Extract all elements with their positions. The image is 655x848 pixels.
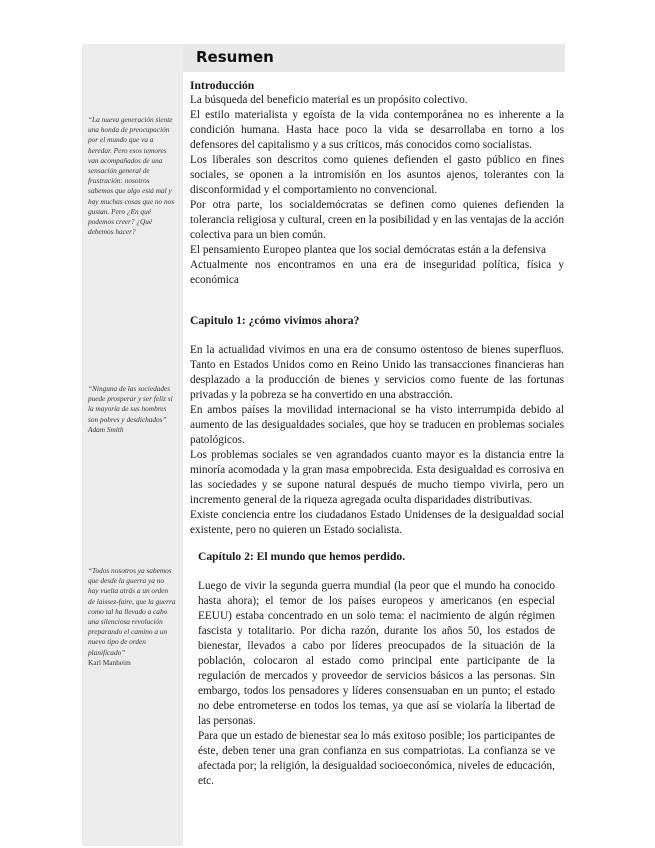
- paragraph: El estilo materialista y egoísta de la vida contemporánea no es inherente a la condición humana. Hasta hace poco la vida se desarrollaba en torno a los defensores del capitalismo y a sus críticos, más conocidos como socialistas.: [190, 109, 564, 151]
- paragraph: Luego de vivir la segunda guerra mundial (la peor que el mundo ha conocido hasta ahora); el temor de los países europeos y americanos (en especial EEUU) estaba concentrado en un solo tema: el nacimiento de algún régimen fascista y totalitario. Por dicha razón, durante los años 50, los estados de bienestar, llevados a cabo por líderes preocupados de la situación de la población, colocaron al estado como principal ente participante de la regulación de mercados y proveedor de servicios básicos a las personas. Sin embargo, todos los pensadores y líderes consensuaban en un punto; el estado no debe entrometerse en todos los temas, ya que así se violaría la libertad de las personas.: [198, 580, 555, 727]
- paragraph: En la actualidad vivimos en una era de consumo ostentoso de bienes superfluos. Tanto en Estados Unidos como en Reino Unido las transacciones financieras han desplazado a la producción de bienes y servicios como fuente de las fortunas privadas y la pobreza se ha convertido en una abstracción.: [190, 344, 564, 401]
- paragraph: Por otra parte, los socialdemócratas se definen como quienes defienden la tolerancia religiosa y cultural, creen en la posibilidad y en las ventajas de la acción colectiva para un bien común.: [190, 199, 564, 241]
- paragraph: Para que un estado de bienestar sea lo más exitoso posible; los participantes de éste, deben tener una gran confianza en sus compatriotas. La confianza se ve afectada por; la religión, la desigualdad socioeconómica, niveles de educación, etc.: [198, 730, 555, 787]
- sidebar-quote: [88, 115, 176, 237]
- paragraph: Existe conciencia entre los ciudadanos Estado Unidenses de la desigualdad social existente, pero no quieren un Estado socialista.: [190, 509, 564, 536]
- paragraph: El pensamiento Europeo plantea que los social demócratas están a la defensiva: [190, 244, 547, 256]
- chapter2-heading: Capítulo 2: El mundo que hemos perdido.: [198, 550, 406, 563]
- sidebar-quote-text: “La nueva generación siente una honda de preocupación por el mundo que va a heredar. Pero esos temores van acompañados de una sensación general de frustración: nosotros sabemos que algo está mal y hay muchas cosas que no nos gustan. Pero ¿En qué podemos creer? ¿Qué debemos hacer?: [88, 115, 175, 237]
- sidebar-quote-attribution: Karl Manheim: [88, 657, 131, 667]
- intro-heading: Introducción: [190, 79, 255, 92]
- paragraph: En ambos países la movilidad internacional se ha visto interrumpida debido al aumento de las desigualdades sociales, que hoy se traducen en problemas sociales patológicos.: [190, 404, 564, 446]
- sidebar-quote: [88, 384, 176, 435]
- intro-section: [190, 78, 564, 288]
- sidebar-quote-text: “Todos nosotros ya sabemos que desde la guerra ya no hay vuelta atrás a un orden de laissez-faire, que la guerra como tal ha llevado a cabo una silenciosa revolución preparando el camino a un nuevo tipo de orden planificado”: [88, 566, 176, 657]
- chapter1-section: [190, 313, 564, 538]
- chapter2-section: [198, 549, 555, 789]
- sidebar-quote-text: “Ninguna de las sociedades puede prosperar y ser feliz si la mayoría de sus hombres son pobres y desdichados” Adam Smith: [88, 384, 173, 434]
- paragraph: Actualmente nos encontramos en una era de inseguridad política, física y económica: [190, 259, 564, 286]
- paragraph: La búsqueda del beneficio material es un propósito colectivo.: [190, 94, 468, 106]
- sidebar-quote: [88, 566, 176, 668]
- paragraph: Los problemas sociales se ven agrandados cuanto mayor es la distancia entre la minoría acomodada y la gran masa empobrecida. Esta desigualdad es corrosiva en las sociedades y se supone natural después de mucho tiempo vivirla, pero un incremento general de la riqueza agregada oculta disparidades distributivas.: [190, 449, 564, 506]
- page-title: Resumen: [196, 48, 274, 66]
- paragraph: Los liberales son descritos como quienes defienden el gasto público en fines sociales, se oponen a la intromisión en los asuntos ajenos, tolerantes con la disconformidad y el comportamiento no convencional.: [190, 154, 564, 196]
- chapter1-heading: Capitulo 1: ¿cómo vivimos ahora?: [190, 314, 360, 327]
